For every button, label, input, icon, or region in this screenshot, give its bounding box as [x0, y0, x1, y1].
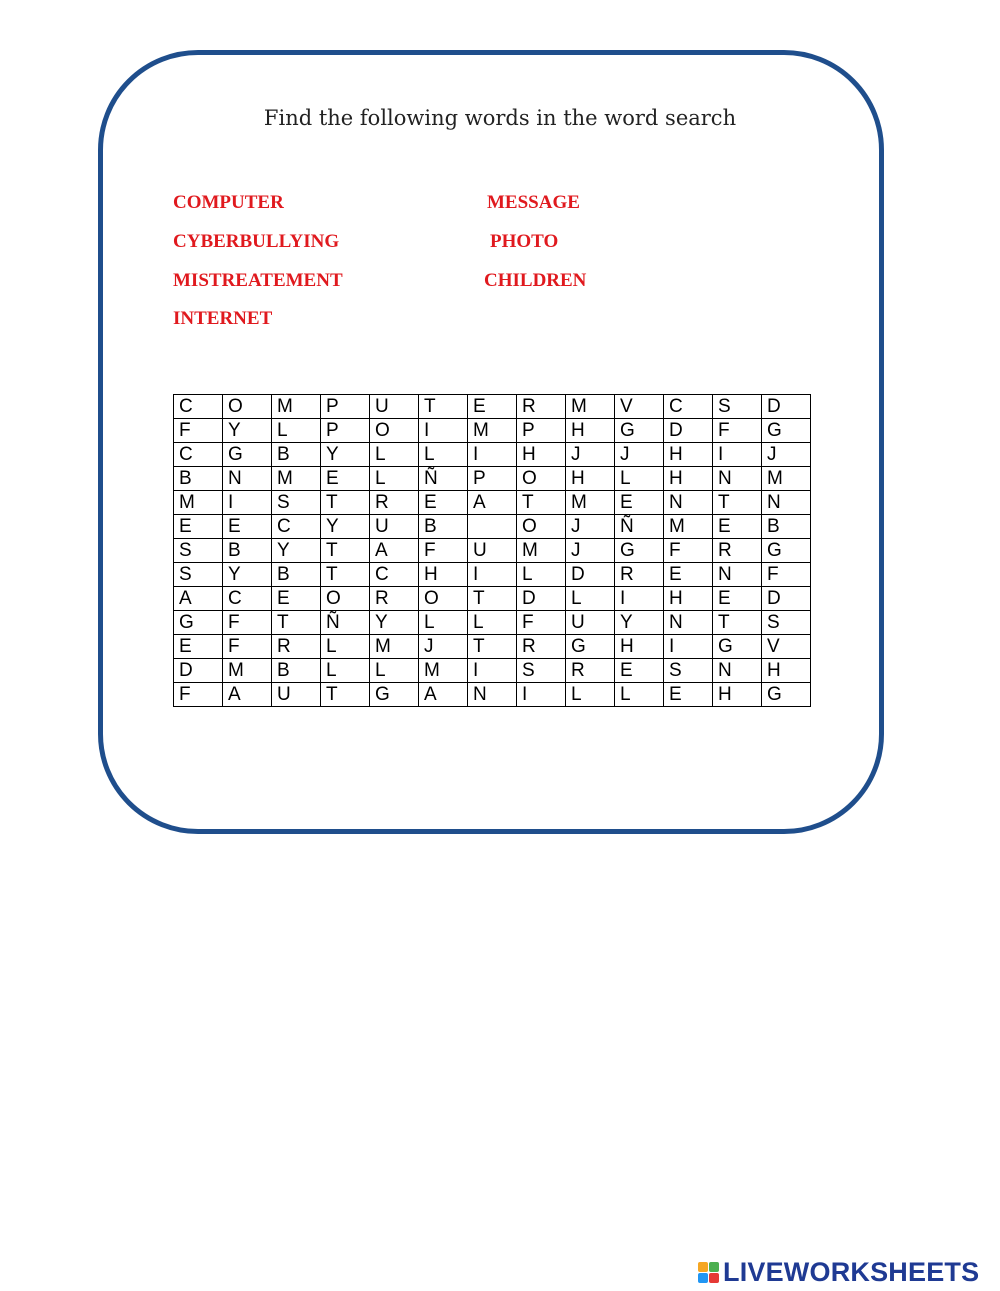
grid-cell[interactable]: O	[517, 467, 566, 491]
grid-cell[interactable]: I	[419, 419, 468, 443]
grid-cell[interactable]: R	[713, 539, 762, 563]
grid-cell[interactable]: C	[664, 395, 713, 419]
logo-text: LIVEWORKSHEETS	[723, 1256, 980, 1287]
grid-cell[interactable]: H	[762, 659, 811, 683]
grid-cell[interactable]: T	[419, 395, 468, 419]
grid-cell[interactable]: H	[566, 419, 615, 443]
grid-row	[174, 659, 811, 683]
grid-cell[interactable]: B	[223, 539, 272, 563]
grid-cell[interactable]: F	[223, 611, 272, 635]
grid-cell[interactable]: I	[468, 443, 517, 467]
grid-cell[interactable]: E	[713, 587, 762, 611]
grid-cell[interactable]: I	[517, 683, 566, 707]
grid-cell[interactable]: B	[762, 515, 811, 539]
logo-square-3	[698, 1273, 708, 1283]
grid-cell[interactable]: R	[615, 563, 664, 587]
grid-cell[interactable]: I	[615, 587, 664, 611]
grid-cell[interactable]: U	[566, 611, 615, 635]
grid-row	[174, 515, 811, 539]
grid-cell[interactable]: S	[174, 563, 223, 587]
grid-cell[interactable]: J	[762, 443, 811, 467]
grid-cell[interactable]: J	[419, 635, 468, 659]
grid-cell[interactable]: P	[321, 419, 370, 443]
grid-cell[interactable]: G	[174, 611, 223, 635]
grid-cell[interactable]: M	[419, 659, 468, 683]
grid-cell[interactable]: A	[223, 683, 272, 707]
grid-cell[interactable]: L	[321, 659, 370, 683]
word-computer: COMPUTER	[173, 192, 284, 213]
word-internet: INTERNET	[173, 308, 273, 329]
grid-cell[interactable]: Y	[223, 563, 272, 587]
grid-cell[interactable]: G	[762, 539, 811, 563]
grid-cell[interactable]: G	[615, 539, 664, 563]
grid-cell[interactable]: S	[664, 659, 713, 683]
grid-cell[interactable]: E	[713, 515, 762, 539]
grid-cell[interactable]: O	[419, 587, 468, 611]
grid-cell[interactable]: D	[664, 419, 713, 443]
grid-cell[interactable]: D	[762, 395, 811, 419]
grid-cell[interactable]: T	[468, 587, 517, 611]
grid-cell[interactable]: B	[419, 515, 468, 539]
grid-cell[interactable]: Ñ	[419, 467, 468, 491]
grid-cell[interactable]: L	[615, 683, 664, 707]
liveworksheets-logo-icon	[698, 1262, 719, 1283]
grid-row	[174, 467, 811, 491]
grid-cell[interactable]: M	[762, 467, 811, 491]
grid-cell[interactable]: D	[517, 587, 566, 611]
grid-cell[interactable]: R	[370, 587, 419, 611]
grid-row	[174, 539, 811, 563]
grid-cell[interactable]: T	[321, 491, 370, 515]
grid-row	[174, 683, 811, 707]
grid-row	[174, 491, 811, 515]
grid-cell[interactable]: V	[615, 395, 664, 419]
grid-cell[interactable]: L	[517, 563, 566, 587]
grid-cell[interactable]: G	[223, 443, 272, 467]
logo-square-2	[709, 1262, 719, 1272]
grid-cell[interactable]: A	[419, 683, 468, 707]
grid-cell[interactable]: L	[468, 611, 517, 635]
grid-cell[interactable]: E	[321, 467, 370, 491]
grid-cell[interactable]: H	[615, 635, 664, 659]
grid-cell[interactable]: C	[174, 395, 223, 419]
grid-row	[174, 611, 811, 635]
grid-cell[interactable]: N	[468, 683, 517, 707]
grid-cell[interactable]: J	[566, 539, 615, 563]
grid-cell[interactable]: B	[174, 467, 223, 491]
grid-cell[interactable]: H	[664, 467, 713, 491]
grid-cell[interactable]: Y	[223, 419, 272, 443]
grid-cell[interactable]: S	[272, 491, 321, 515]
grid-cell[interactable]: G	[762, 683, 811, 707]
grid-row	[174, 395, 811, 419]
grid-row	[174, 563, 811, 587]
grid-row	[174, 635, 811, 659]
grid-cell[interactable]: E	[174, 635, 223, 659]
grid-cell[interactable]: T	[468, 635, 517, 659]
grid-cell[interactable]: C	[272, 515, 321, 539]
grid-cell[interactable]: G	[762, 419, 811, 443]
grid-cell[interactable]: J	[566, 443, 615, 467]
grid-cell[interactable]: O	[321, 587, 370, 611]
grid-cell[interactable]: G	[370, 683, 419, 707]
grid-cell[interactable]: E	[419, 491, 468, 515]
grid-cell[interactable]: F	[419, 539, 468, 563]
grid-cell[interactable]: T	[321, 683, 370, 707]
grid-cell[interactable]: F	[174, 419, 223, 443]
grid-cell[interactable]: E	[664, 683, 713, 707]
grid-cell[interactable]: A	[174, 587, 223, 611]
grid-cell[interactable]: E	[223, 515, 272, 539]
instruction-text: Find the following words in the word search	[263, 106, 737, 130]
grid-cell[interactable]: I	[223, 491, 272, 515]
grid-cell[interactable]: U	[370, 395, 419, 419]
grid-cell[interactable]: Y	[321, 515, 370, 539]
grid-cell[interactable]: O	[370, 419, 419, 443]
grid-cell[interactable]: I	[664, 635, 713, 659]
grid-cell[interactable]: B	[272, 443, 321, 467]
grid-cell[interactable]: S	[713, 395, 762, 419]
grid-cell[interactable]: P	[468, 467, 517, 491]
grid-cell[interactable]: J	[566, 515, 615, 539]
word-message: MESSAGE	[487, 192, 580, 213]
grid-cell[interactable]: I	[468, 563, 517, 587]
grid-cell[interactable]: L	[272, 419, 321, 443]
grid-cell[interactable]: F	[713, 419, 762, 443]
grid-cell[interactable]: A	[370, 539, 419, 563]
grid-cell[interactable]: F	[223, 635, 272, 659]
grid-row	[174, 443, 811, 467]
grid-cell[interactable]: Y	[615, 611, 664, 635]
grid-cell[interactable]: C	[370, 563, 419, 587]
grid-cell[interactable]: E	[615, 491, 664, 515]
grid-cell[interactable]: R	[517, 635, 566, 659]
grid-cell[interactable]: M	[517, 539, 566, 563]
grid-cell[interactable]: J	[615, 443, 664, 467]
grid-cell[interactable]: Ñ	[321, 611, 370, 635]
grid-cell[interactable]: D	[174, 659, 223, 683]
grid-cell[interactable]: B	[272, 659, 321, 683]
grid-cell[interactable]: M	[566, 491, 615, 515]
grid-cell[interactable]: L	[370, 467, 419, 491]
grid-cell[interactable]: E	[272, 587, 321, 611]
grid-cell[interactable]: T	[321, 563, 370, 587]
grid-cell[interactable]: B	[272, 563, 321, 587]
grid-cell[interactable]: F	[762, 563, 811, 587]
grid-cell[interactable]: Ñ	[615, 515, 664, 539]
grid-cell[interactable]: T	[321, 539, 370, 563]
grid-cell[interactable]: S	[762, 611, 811, 635]
grid-cell[interactable]: Y	[321, 443, 370, 467]
grid-cell[interactable]: N	[762, 491, 811, 515]
grid-cell[interactable]: M	[272, 467, 321, 491]
grid-cell[interactable]: Y	[272, 539, 321, 563]
grid-cell[interactable]: H	[664, 587, 713, 611]
grid-cell[interactable]: L	[321, 635, 370, 659]
logo-square-4	[709, 1273, 719, 1283]
grid-cell[interactable]: N	[713, 563, 762, 587]
grid-cell[interactable]: T	[713, 491, 762, 515]
logo-square-1	[698, 1262, 708, 1272]
word-photo: PHOTO	[490, 231, 559, 252]
grid-cell[interactable]: M	[664, 515, 713, 539]
grid-cell[interactable]: N	[664, 491, 713, 515]
grid-cell[interactable]: F	[517, 611, 566, 635]
word-mistreatement: MISTREATEMENT	[173, 270, 343, 291]
word-cyberbullying: CYBERBULLYING	[173, 231, 340, 252]
grid-cell[interactable]: D	[566, 563, 615, 587]
grid-cell[interactable]: R	[566, 659, 615, 683]
grid-cell[interactable]: Y	[370, 611, 419, 635]
grid-cell[interactable]: F	[174, 683, 223, 707]
grid-cell[interactable]: R	[370, 491, 419, 515]
grid-cell[interactable]: L	[419, 611, 468, 635]
grid-cell[interactable]: R	[272, 635, 321, 659]
grid-cell[interactable]: L	[370, 443, 419, 467]
grid-cell[interactable]: N	[713, 659, 762, 683]
liveworksheets-logo	[698, 1257, 979, 1287]
grid-cell[interactable]: M	[468, 419, 517, 443]
grid-cell[interactable]: E	[468, 395, 517, 419]
grid-cell[interactable]: H	[566, 467, 615, 491]
grid-cell[interactable]: T	[272, 611, 321, 635]
grid-cell[interactable]: I	[713, 443, 762, 467]
grid-cell[interactable]: N	[713, 467, 762, 491]
grid-cell[interactable]: H	[419, 563, 468, 587]
grid-cell[interactable]: M	[272, 395, 321, 419]
grid-cell[interactable]: L	[370, 659, 419, 683]
grid-cell[interactable]: S	[174, 539, 223, 563]
grid-cell[interactable]: C	[223, 587, 272, 611]
grid-cell[interactable]: O	[517, 515, 566, 539]
grid-cell[interactable]: E	[615, 659, 664, 683]
grid-cell[interactable]	[468, 515, 517, 539]
grid-cell[interactable]: G	[713, 635, 762, 659]
grid-cell[interactable]: E	[664, 563, 713, 587]
grid-cell[interactable]: U	[370, 515, 419, 539]
grid-cell[interactable]: C	[174, 443, 223, 467]
grid-row	[174, 587, 811, 611]
grid-cell[interactable]: N	[664, 611, 713, 635]
grid-cell[interactable]: U	[272, 683, 321, 707]
grid-cell[interactable]: D	[762, 587, 811, 611]
grid-cell[interactable]: L	[566, 683, 615, 707]
grid-cell[interactable]: T	[713, 611, 762, 635]
grid-cell[interactable]: V	[762, 635, 811, 659]
word-search-grid	[173, 394, 811, 707]
grid-cell[interactable]: I	[468, 659, 517, 683]
grid-cell[interactable]: M	[174, 491, 223, 515]
grid-cell[interactable]: M	[370, 635, 419, 659]
grid-cell[interactable]: O	[223, 395, 272, 419]
word-children: CHILDREN	[484, 270, 587, 291]
grid-cell[interactable]: T	[517, 491, 566, 515]
grid-cell[interactable]: M	[223, 659, 272, 683]
grid-cell[interactable]: N	[223, 467, 272, 491]
grid-cell[interactable]: H	[664, 443, 713, 467]
grid-cell[interactable]: E	[174, 515, 223, 539]
grid-cell[interactable]: H	[517, 443, 566, 467]
grid-cell[interactable]: S	[517, 659, 566, 683]
grid-cell[interactable]: F	[664, 539, 713, 563]
grid-cell[interactable]: G	[566, 635, 615, 659]
grid-cell[interactable]: G	[615, 419, 664, 443]
grid-row	[174, 419, 811, 443]
grid-cell[interactable]: L	[419, 443, 468, 467]
grid-cell[interactable]: R	[517, 395, 566, 419]
grid-cell[interactable]: U	[468, 539, 517, 563]
grid-cell[interactable]: H	[713, 683, 762, 707]
grid-cell[interactable]: P	[517, 419, 566, 443]
grid-cell[interactable]: M	[566, 395, 615, 419]
grid-cell[interactable]: P	[321, 395, 370, 419]
grid-cell[interactable]: L	[566, 587, 615, 611]
grid-cell[interactable]: L	[615, 467, 664, 491]
grid-cell[interactable]: A	[468, 491, 517, 515]
